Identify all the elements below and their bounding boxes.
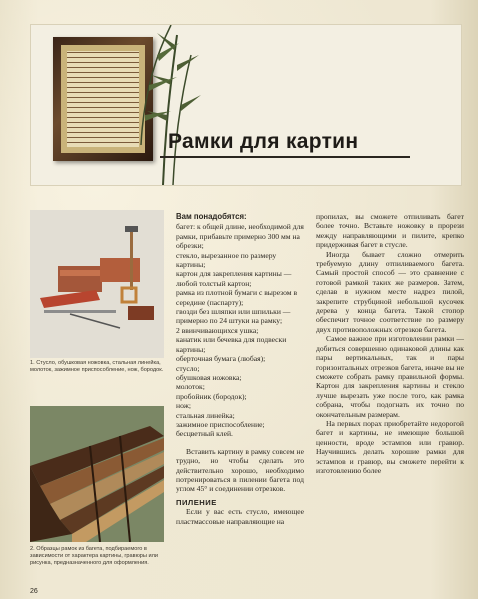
materials-item: бесцветный клей. [176, 429, 233, 439]
body-paragraph: На первых порах приобретайте недорогой багет и картины, не имеющие большой ценности, вроде эстампов или гравюр. Научившись делать хорошие рамки для эстампов и гравюр, вы сможете перейти к изготовлению более [316, 418, 464, 475]
materials-item: нож; [176, 401, 192, 411]
materials-item: стусло; [176, 363, 200, 373]
materials-item: багет: к общей длине, необходимой для рамки, прибавьте примерно 300 мм на обрезки; [176, 222, 304, 251]
materials-item: пробойник (бородок); [176, 391, 247, 401]
miter-box-icon [58, 266, 102, 292]
sawing-paragraph-start: Если у вас есть стусло, имеющее пластмассовые направляющие на [176, 507, 304, 526]
article-title: Рамки для картин [168, 130, 359, 153]
materials-item: оберточная бумага (любая); [176, 354, 266, 364]
frame-samples-photo [30, 406, 164, 542]
materials-item: стекло, вырезанное по размеру картины; [176, 250, 277, 270]
section-heading-sawing: ПИЛЕНИЕ [176, 497, 217, 507]
materials-column [176, 212, 304, 526]
materials-item: стальная линейка; [176, 410, 235, 420]
materials-heading: Вам понадобятся: [176, 212, 247, 221]
materials-item: гвозди без шляпки или шпильки — примерно по 24 штуки на рамку; [176, 307, 291, 326]
page-number: 26 [30, 588, 38, 595]
hero-bamboo-right [101, 25, 181, 145]
instructions-column [316, 212, 464, 475]
materials-item: зажимное приспособление; [176, 419, 265, 429]
body-paragraph: Иногда бывает сложно отмерить требуемую длину отпиливаемого багета. Самый простой способ — это сравнение с готовой рамкой таких же размеров. Затем, сделав в нужном месте надрез пилой, закрепите струбциной небольшой кусочек дерева у конца багета. Такой стопор обеспечит точное соответствие по размеру двух противоположных отрезков багета. [316, 249, 464, 334]
ruler-icon [44, 310, 116, 313]
materials-item: обушковая ножовка; [176, 372, 242, 382]
materials-item: картон для закрепления картины — любой толстый картон; [176, 269, 292, 288]
intro-paragraph: Вставить картину в рамку совсем не трудно, но чтобы сделать это действительно хорошо, необходимо потренироваться в пилении багета под углом 45° и соединении отрезков. [176, 446, 304, 494]
hammer-handle-icon [130, 230, 133, 290]
materials-item: молоток; [176, 382, 205, 392]
photo2-caption: 2. Образцы рамок из багета, подбираемого в зависимости от характера картины, гравюры или рисунка, предназначенного для оформления. [30, 546, 158, 566]
title-underline [160, 156, 410, 158]
materials-item: канатик или бечевка для подвески картины; [176, 335, 287, 354]
header-photo [30, 24, 462, 186]
materials-item: рамка из плотной бумаги с вырезом в середине (паспарту); [176, 288, 298, 307]
tools-photo [30, 210, 164, 358]
body-paragraph: пропилах, вы сможете отпиливать багет более точно. Вставьте ножовку в прорези между направляющими и пилите, крепко придерживая багет в стусле. [316, 212, 464, 250]
photo1-caption: 1. Стусло, обушковая ножовка, стальная линейка, молоток, зажимное приспособление, нож, бородок. [30, 360, 164, 373]
body-paragraph: Самое важное при изготовлении рамки — добиться совершенно одинаковой длины как пары вертикальных, так и пары горизонтальных отрезков багета, иначе вы не сможете собрать рамку правильной формы. Картон для закрепления картины и стекло лучше вырезать уже после того, как рамка собрана, чтобы подогнать их точно по окончательным размерам. [316, 334, 464, 419]
materials-item: 2 ввинчивающихся ушка; [176, 325, 259, 335]
